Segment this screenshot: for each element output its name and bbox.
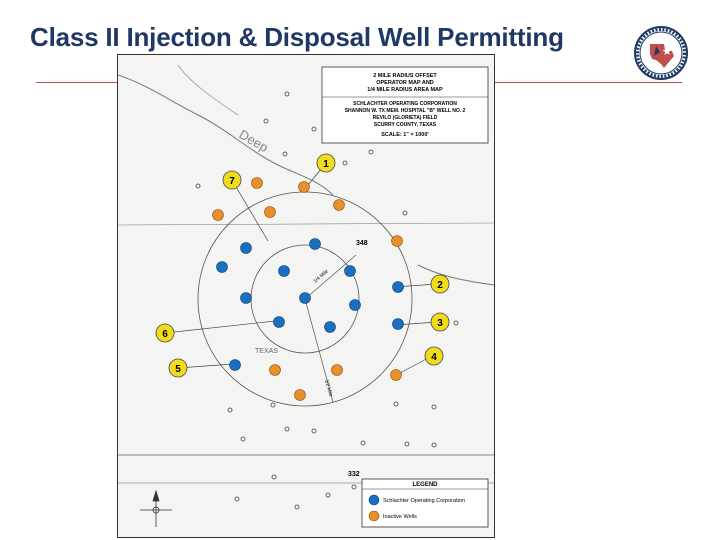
minor-well [369,150,373,154]
operator-well [393,319,404,330]
minor-well [285,427,289,431]
operator-well [241,243,252,254]
operator-well [350,300,361,311]
info-line-3: REVILO (GLORIETA) FIELD [372,115,438,121]
inactive-well [391,370,402,381]
inactive-well [332,365,343,376]
minor-well [326,493,330,497]
road-line-2 [118,223,494,225]
minor-well [432,443,436,447]
inactive-well [334,200,345,211]
minor-well [235,497,239,501]
inactive-well [213,210,224,221]
inactive-well [392,236,403,247]
minor-well [228,408,232,412]
operator-well [345,266,356,277]
minor-well [241,437,245,441]
offset-marker-5-label: 5 [175,364,181,375]
minor-well [312,429,316,433]
legend-operator-swatch [369,495,379,505]
header-line-1: 2 MILE RADIUS OFFSET [373,73,437,79]
radius-label-1: 1/4 Mile [312,268,330,285]
minor-well [312,127,316,131]
minor-well [264,119,268,123]
operator-well [230,360,241,371]
operator-well [241,293,252,304]
inactive-well [270,365,281,376]
inactive-well [252,178,263,189]
info-line-1: SCHLACHTER OPERATING CORPORATION [353,101,457,107]
minor-well [283,152,287,156]
minor-well [285,92,289,96]
minor-well [295,505,299,509]
page-title: Class II Injection & Disposal Well Permitting [30,22,564,52]
header-line-2: OPERATOR MAP AND [376,80,434,86]
minor-well [454,321,458,325]
offset-marker-3-label: 3 [437,318,443,329]
offset-marker-2-label: 2 [437,280,443,291]
header-line-3: 1/4 MILE RADIUS AREA MAP [367,87,443,93]
operator-well [274,317,285,328]
operator-well [310,239,321,250]
creek-line-3 [418,265,494,285]
creek-line-2 [178,65,238,115]
railroad-commission-seal-icon [634,26,688,80]
minor-well [352,485,356,489]
inactive-well [265,207,276,218]
minor-well [405,442,409,446]
operator-well [279,266,290,277]
minor-well [343,161,347,165]
legend-operator-label: Schlachter Operating Corporation [383,498,465,504]
offset-marker-4-label: 4 [431,352,437,363]
river-label: Deep [236,126,271,156]
road-label-bottom: 332 [348,471,360,478]
operator-well [393,282,404,293]
legend-inactive-label: Inactive Wells [383,514,417,520]
area-label: TEXAS [255,348,278,355]
info-line-4: SCURRY COUNTY, TEXAS [373,122,437,128]
legend-inactive-swatch [369,511,379,521]
operator-well [217,262,228,273]
legend-title: LEGEND [412,482,438,488]
inactive-well [295,390,306,401]
minor-well [271,403,275,407]
operator-well [300,293,311,304]
minor-well [361,441,365,445]
road-label-top: 348 [356,240,368,247]
offset-marker-6-label: 6 [162,329,168,340]
info-line-2: SHANNON W. TX MEM. HOSPITAL "B" WELL NO. 2 [344,108,466,114]
minor-well [394,402,398,406]
minor-well [196,184,200,188]
minor-well [403,211,407,215]
minor-well [432,405,436,409]
offset-marker-7-label: 7 [229,176,235,187]
scale-label: SCALE: 1" = 1000' [381,132,429,138]
radius-label-2: 1/2 Mile [323,378,334,398]
offset-marker-1-label: 1 [323,159,329,170]
inactive-well [299,182,310,193]
offset-operator-map [117,54,495,538]
north-arrow-icon [140,491,172,527]
minor-well [272,475,276,479]
operator-well [325,322,336,333]
